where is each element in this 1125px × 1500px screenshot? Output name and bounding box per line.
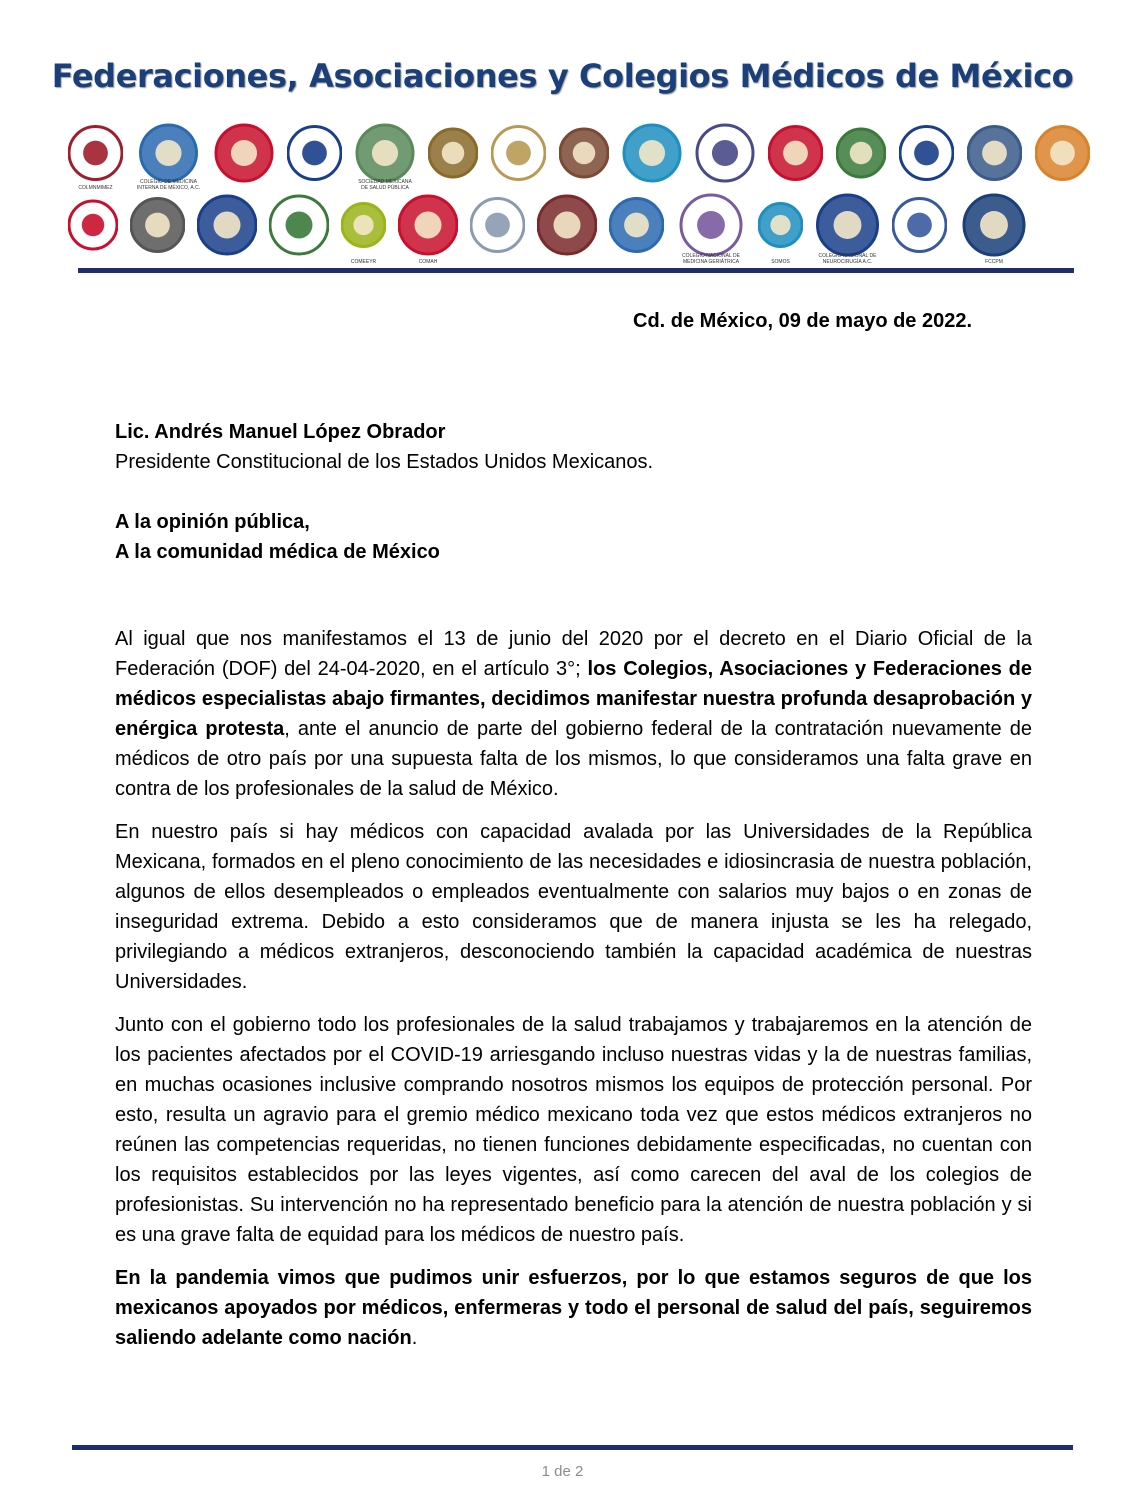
fccpm-logo (959, 193, 1029, 265)
comeepr-logo (341, 193, 386, 265)
geriatric-medicine-logo (676, 193, 746, 265)
recipient-name: Lic. Andrés Manuel López Obrador (115, 421, 446, 443)
header-divider (78, 268, 1074, 273)
mother-child-seal-logo (197, 193, 257, 265)
red-blue-seal-logo (768, 123, 823, 191)
green-red-seal-logo (836, 123, 886, 191)
paragraph-3: Junto con el gobierno todo los profesionales de la salud trabajamos y trabajaremos en la atención de los pacientes afectados por el COVID-19 arriesgando incluso nuestras vidas y la de nuestras familias, en muchas ocasiones inclusive comprando nosotros mismos los equipos de protección personal. Por esto, resulta un agravio para el gremio médico mexicano toda vez que estos médicos extranjeros no reúnen las competencias requeridas, no tienen funciones debidamente especificadas, no cuentan con los requisitos establecidos por las leyes vigentes, así como carecen del aval de los colegios de profesionistas. Su intervención no ha representado beneficio para la atención de nuestra población y si es una grave falta de equidad para los médicos de nuestro país. (115, 1014, 1032, 1246)
light-seal-logo (470, 193, 525, 265)
paragraph-2: En nuestro país si hay médicos con capacidad avalada por las Universidades de la República Mexicana, formados en el pleno conocimiento de las necesidades e idiosincrasia de nuestra población, algunos de ellos desempleados o empleados eventualmente con salarios muy bajos o en zonas de inseguridad extrema. Debido a esto consideramos que de manera injusta se les ha relegado, privilegiando a médicos extranjeros, desconociendo también la capacidad académica de nuestras Universidades. (115, 821, 1032, 993)
audience-line-1: A la opinión pública, (115, 511, 310, 533)
aztec-figure-logo (428, 123, 478, 191)
letter-date: Cd. de México, 09 de mayo de 2022. (633, 310, 973, 332)
page-number: 1 de 2 (541, 1463, 584, 1480)
dark-blue-seal-logo (899, 123, 954, 191)
logo-caption: COLMNMIMEZ (78, 185, 113, 191)
brown-square-logo (559, 123, 609, 191)
comah-logo (398, 193, 458, 265)
member-logos-row-1 (68, 123, 1088, 191)
feet-logo (1035, 123, 1090, 191)
mexico-map-seal-logo (491, 123, 546, 191)
paragraph-4: En la pandemia vimos que pudimos unir esfuerzos, por lo que estamos seguros de que los mexicanos apoyados por médicos, enfermeras y todo el personal de salud del país, seguiremos saliendo adelante como nación. (115, 1267, 1032, 1349)
mexico-map-logo (695, 123, 755, 191)
infection-association-logo (269, 193, 329, 265)
neurosurgery-logo (815, 193, 880, 265)
document-title: Federaciones, Asociaciones y Colegios Médicos de México (51, 57, 1074, 95)
round-seal-logo (287, 123, 342, 191)
grey-blue-seal-logo (967, 123, 1022, 191)
letter-body (115, 624, 1032, 1366)
footer-divider (72, 1445, 1073, 1450)
logo-caption: SOCIEDAD MEXICANA DE SALUD PÚBLICA (358, 179, 412, 191)
logo-caption: COLEGIO DE MEDICINA INTERNA DE MÉXICO, A.C. (136, 179, 201, 191)
building-logo (136, 123, 201, 191)
aztec-warrior-logo (537, 193, 597, 265)
medical-cross-seal-logo (214, 123, 274, 191)
cmg-letters-logo (622, 123, 682, 191)
hourglass-logo (68, 123, 123, 191)
logo-caption: COLEGIO NACIONAL DE NEUROCIRUGÍA A.C. (818, 253, 877, 265)
logo-caption: SOMOS (771, 259, 790, 265)
nutrition-college-logo (609, 193, 664, 265)
public-health-society-logo (355, 123, 415, 191)
paragraph-1: Al igual que nos manifestamos el 13 de junio del 2020 por el decreto en el Diario Oficial de la Federación (DOF) del 24-04-2020, en el artículo 3°; los Colegios, Asociaciones y Federaciones de médicos especialistas abajo firmantes, decidimos manifestar nuestra profunda desaprobación y enérgica protesta, ante el anuncio de parte del gobierno federal de la contratación nuevamente de médicos de otro país por una supuesta falta de los mismos, lo que consideramos una falta grave en contra de los profesionales de la salud de México. (115, 628, 1033, 800)
somos-logo (758, 193, 803, 265)
recipient-title: Presidente Constitucional de los Estados Unidos Mexicanos. (115, 451, 654, 473)
logo-caption: COMAH (418, 259, 438, 265)
grey-text-logo (130, 193, 185, 265)
logo-caption: COLEGIO NACIONAL DE MEDICINA GERIÁTRICA (682, 253, 740, 265)
logo-caption: FCCPM (985, 259, 1003, 265)
member-logos-row-2 (68, 193, 1088, 265)
red-blue-text-logo (68, 193, 118, 265)
logo-caption: COMEEYR (350, 259, 377, 265)
blue-wing-seal-logo (892, 193, 947, 265)
audience-line-2: A la comunidad médica de México (115, 541, 440, 563)
